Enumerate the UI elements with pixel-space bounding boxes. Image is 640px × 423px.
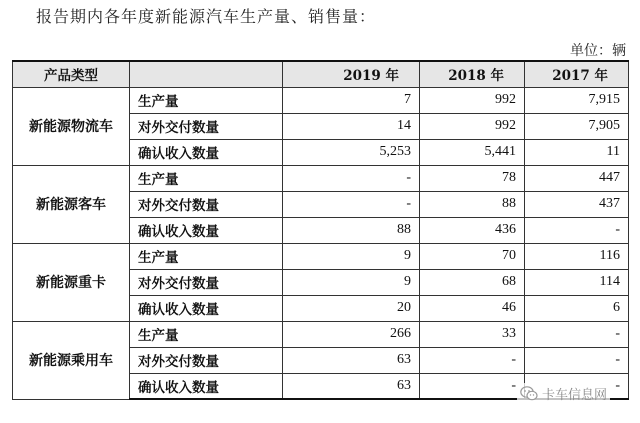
table-header-row bbox=[13, 61, 629, 87]
value-cell: 7 bbox=[283, 87, 420, 113]
value-cell: - bbox=[420, 347, 525, 373]
metric-cell: 生产量 bbox=[130, 321, 283, 347]
value-cell: 78 bbox=[420, 165, 525, 191]
value-cell: 68 bbox=[420, 269, 525, 295]
table-row bbox=[13, 165, 629, 191]
value-cell: 992 bbox=[420, 87, 525, 113]
value-cell: - bbox=[525, 217, 629, 243]
value-cell: 63 bbox=[283, 373, 420, 399]
value-cell: - bbox=[525, 347, 629, 373]
value-cell: 116 bbox=[525, 243, 629, 269]
unit-label: 单位：辆 bbox=[570, 43, 626, 59]
value-cell: 9 bbox=[283, 269, 420, 295]
header-year-2018: 2018 年 bbox=[420, 61, 525, 87]
value-cell: 436 bbox=[420, 217, 525, 243]
value-cell: - bbox=[525, 373, 629, 399]
value-cell: 88 bbox=[420, 191, 525, 217]
metric-cell: 对外交付数量 bbox=[130, 347, 283, 373]
value-cell: 7,905 bbox=[525, 113, 629, 139]
table-row bbox=[13, 243, 629, 269]
metric-cell: 确认收入数量 bbox=[130, 217, 283, 243]
value-cell: 63 bbox=[283, 347, 420, 373]
value-cell: - bbox=[420, 373, 525, 399]
table-row bbox=[13, 87, 629, 113]
value-cell: 114 bbox=[525, 269, 629, 295]
value-cell: 11 bbox=[525, 139, 629, 165]
category-cell: 新能源乘用车 bbox=[13, 321, 130, 399]
header-year-2017: 2017 年 bbox=[525, 61, 629, 87]
header-year-2019: 2019 年 bbox=[283, 61, 420, 87]
header-product-type: 产品类型 bbox=[13, 61, 130, 87]
value-cell: 266 bbox=[283, 321, 420, 347]
value-cell: 5,441 bbox=[420, 139, 525, 165]
value-cell: 33 bbox=[420, 321, 525, 347]
intro-text: 报告期内各年度新能源汽车生产量、销售量： bbox=[36, 7, 377, 26]
value-cell: 6 bbox=[525, 295, 629, 321]
wechat-icon bbox=[520, 386, 538, 401]
watermark-text: 卡车信息网 bbox=[542, 388, 608, 403]
category-cell: 新能源物流车 bbox=[13, 87, 130, 165]
table-row bbox=[13, 321, 629, 347]
metric-cell: 生产量 bbox=[130, 87, 283, 113]
header-metric bbox=[130, 61, 283, 87]
value-cell: 9 bbox=[283, 243, 420, 269]
metric-cell: 生产量 bbox=[130, 165, 283, 191]
metric-cell: 生产量 bbox=[130, 243, 283, 269]
value-cell: 7,915 bbox=[525, 87, 629, 113]
value-cell: - bbox=[283, 191, 420, 217]
value-cell: 88 bbox=[283, 217, 420, 243]
metric-cell: 确认收入数量 bbox=[130, 373, 283, 399]
value-cell: 20 bbox=[283, 295, 420, 321]
metric-cell: 确认收入数量 bbox=[130, 295, 283, 321]
category-cell: 新能源客车 bbox=[13, 165, 130, 243]
value-cell: - bbox=[525, 321, 629, 347]
value-cell: 992 bbox=[420, 113, 525, 139]
metric-cell: 对外交付数量 bbox=[130, 191, 283, 217]
value-cell: 46 bbox=[420, 295, 525, 321]
watermark bbox=[517, 383, 610, 404]
value-cell: 70 bbox=[420, 243, 525, 269]
metric-cell: 对外交付数量 bbox=[130, 269, 283, 295]
production-sales-table bbox=[12, 60, 629, 400]
value-cell: 14 bbox=[283, 113, 420, 139]
category-cell: 新能源重卡 bbox=[13, 243, 130, 321]
metric-cell: 确认收入数量 bbox=[130, 139, 283, 165]
value-cell: 5,253 bbox=[283, 139, 420, 165]
value-cell: 437 bbox=[525, 191, 629, 217]
value-cell: - bbox=[283, 165, 420, 191]
value-cell: 447 bbox=[525, 165, 629, 191]
metric-cell: 对外交付数量 bbox=[130, 113, 283, 139]
